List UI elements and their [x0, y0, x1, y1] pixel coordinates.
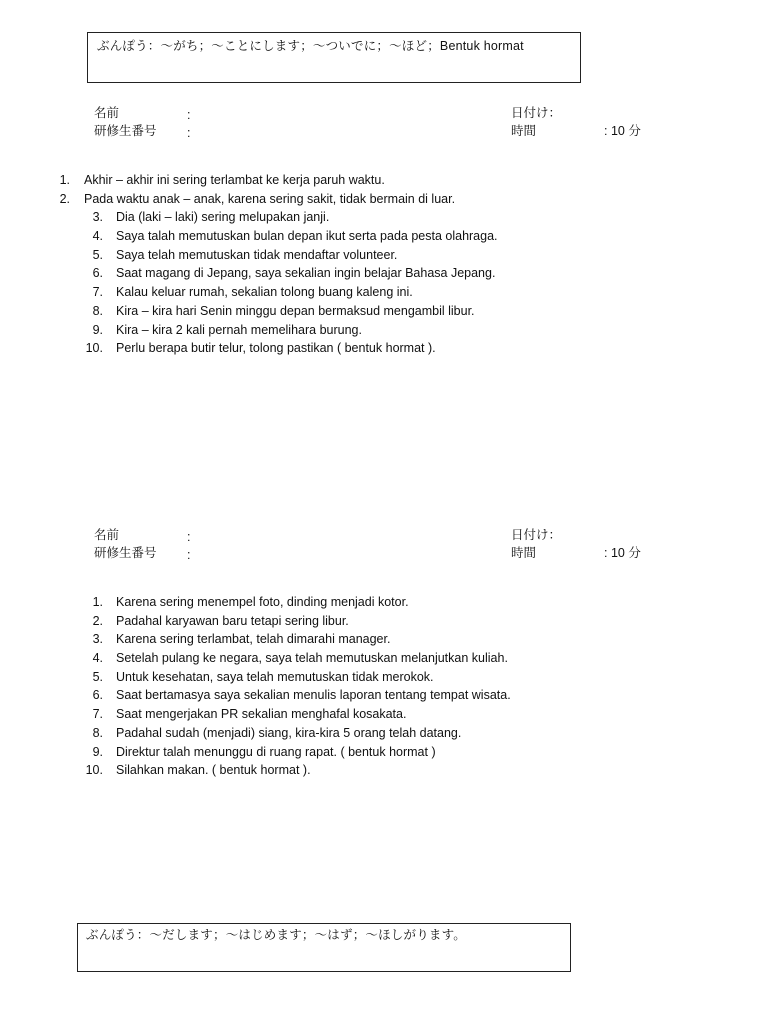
item-number: 8.	[92, 303, 103, 318]
item-text: Saya telah memutuskan tidak mendaftar volunteer.	[116, 247, 398, 262]
trainee-number-label: 研修生番号	[94, 546, 157, 560]
item-text: Kira – kira 2 kali pernah memelihara burung.	[116, 322, 362, 337]
time-label: 時間	[511, 546, 537, 560]
item-number: 1.	[92, 595, 103, 609]
item-text: Dia (laki – laki) sering melupakan janji.	[116, 210, 330, 225]
item-text: Akhir – akhir ini sering terlambat ke kerja paruh waktu.	[84, 173, 385, 187]
time-value: : 10 分	[604, 124, 641, 138]
item-text: Kira – kira hari Senin minggu depan bermaksud mengambil libur.	[116, 303, 475, 318]
item-text: Saya talah memutuskan bulan depan ikut serta pada pesta olahraga.	[116, 229, 498, 244]
name-label: 名前	[94, 106, 120, 120]
item-number: 3.	[92, 210, 103, 225]
item-number: 6.	[92, 266, 103, 281]
item-number: 1.	[59, 173, 70, 187]
name-colon: :	[187, 108, 191, 122]
item-text: Karena sering terlambat, telah dimarahi manager.	[116, 632, 391, 647]
item-text: Kalau keluar rumah, sekalian tolong buang kaleng ini.	[116, 285, 413, 300]
trainee-number-label: 研修生番号	[94, 124, 157, 138]
item-number: 3.	[92, 632, 103, 647]
item-number: 10.	[85, 341, 103, 356]
grammar-topics-box-bottom	[77, 923, 571, 972]
item-text: Saat bertamasya saya sekalian menulis laporan tentang tempat wisata.	[116, 688, 511, 703]
item-number: 9.	[92, 322, 103, 337]
item-number: 2.	[59, 191, 70, 206]
time-value: : 10 分	[604, 546, 641, 560]
item-text: Padahal sudah (menjadi) siang, kira-kira 5 orang telah datang.	[116, 725, 462, 740]
item-text: Direktur talah menunggu di ruang rapat. ( bentuk hormat )	[116, 744, 436, 759]
name-label: 名前	[94, 528, 120, 542]
date-label: 日付け：	[511, 106, 562, 120]
item-text: Setelah pulang ke negara, saya telah memutuskan melanjutkan kuliah.	[116, 651, 508, 666]
item-text: Padahal karyawan baru tetapi sering libur.	[116, 613, 349, 628]
trainee-number-colon: :	[187, 548, 191, 562]
item-number: 7.	[92, 285, 103, 300]
item-number: 5.	[92, 669, 103, 684]
item-text: Saat mengerjakan PR sekalian menghafal kosakata.	[116, 707, 407, 722]
item-number: 9.	[92, 744, 103, 759]
item-number: 10.	[85, 763, 103, 778]
time-label: 時間	[511, 124, 537, 138]
item-text: Karena sering menempel foto, dinding menjadi kotor.	[116, 595, 409, 609]
item-text: Untuk kesehatan, saya telah memutuskan tidak merokok.	[116, 669, 434, 684]
item-text: Pada waktu anak – anak, karena sering sakit, tidak bermain di luar.	[84, 191, 456, 206]
item-text: Saat magang di Jepang, saya sekalian ingin belajar Bahasa Jepang.	[116, 266, 496, 281]
item-number: 6.	[92, 688, 103, 703]
item-number: 4.	[92, 229, 103, 244]
item-number: 5.	[92, 247, 103, 262]
item-number: 2.	[92, 613, 103, 628]
item-text: Perlu berapa butir telur, tolong pastikan ( bentuk hormat ).	[116, 341, 436, 356]
item-text: Silahkan makan. ( bentuk hormat ).	[116, 763, 311, 778]
item-number: 7.	[92, 707, 103, 722]
grammar-topics-text: ぶんぽう：〜がち；〜ことにします；〜ついでに；〜ほど；Bentuk hormat	[97, 39, 524, 53]
item-number: 8.	[92, 725, 103, 740]
grammar-topics-text-bottom: ぶんぽう：〜だします；〜はじめます；〜はず；〜ほしがります。	[86, 928, 467, 942]
trainee-number-colon: :	[187, 126, 191, 140]
date-label: 日付け：	[511, 528, 562, 542]
grammar-topics-box	[87, 32, 581, 83]
name-colon: :	[187, 530, 191, 544]
item-number: 4.	[92, 651, 103, 666]
